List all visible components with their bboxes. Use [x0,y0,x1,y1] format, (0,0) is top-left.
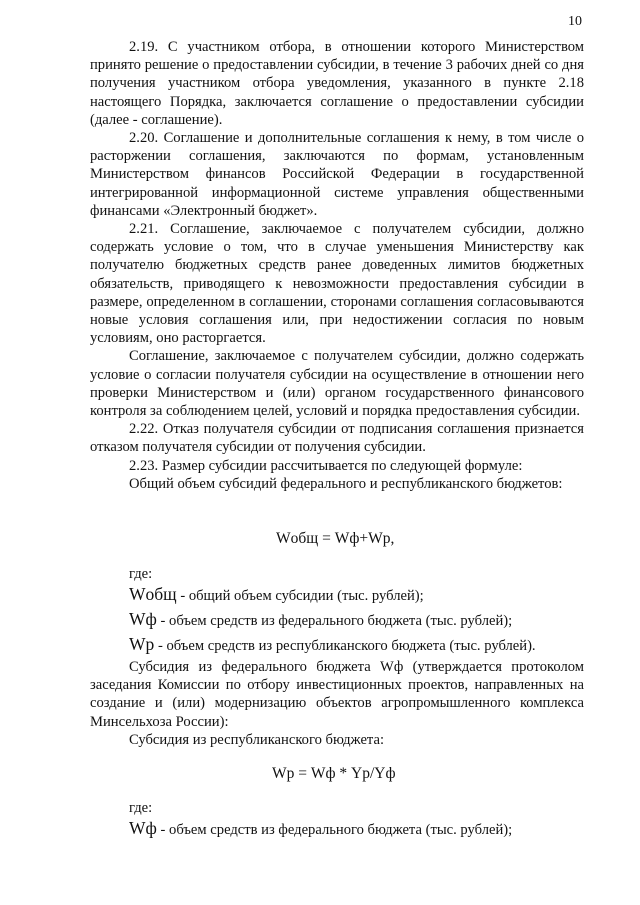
paragraph-2-20: 2.20. Соглашение и дополнительные соглашения к нему, в том числе о расторжении соглашения, заключаются по формам, установленным Министерством финансов Российской Федерации в государственной интегрированной информационной системе управления общественными финансами «Электронный бюджет». [90,130,584,219]
paragraph-2-22: 2.22. Отказ получателя субсидии от подписания соглашения признается отказом получателя субсидии от получения субсидии. [90,421,584,456]
formula-republic: Wр = Wф * Yр/Yф [272,765,396,782]
where-label-2: где: [129,800,153,816]
paragraph-republic-subsidy: Субсидия из республиканского бюджета: [129,731,385,748]
formula-total: Wобщ = Wф+Wр, [276,530,395,547]
paragraph-2-19: 2.19. С участником отбора, в отношении которого Министерством принято решение о предоставлении субсидии, в течение 3 рабочих дней со дня получения участником отбора уведомления, указанного в пункте 2.18 настоящего Порядка, заключается соглашение о предоставлении субсидии (далее - соглашение). [90,39,584,128]
paragraph-2-21: 2.21. Соглашение, заключаемое с получателем субсидии, должно содержать условие о том, что в случае уменьшения Министерству как получателю бюджетных средств ранее доведенных лимитов бюджетных обязательств, приводящего к невозможности предоставления субсидии в размере, определенном в соглашении, сторонами соглашения согласовываются новые условия соглашения или, при недостижении согласия по новым условиям, оно расторгается. [90,221,584,347]
definition-w-total: Wобщ - общий объем субсидии (тыс. рублей); [129,584,424,604]
definition-w-republic: Wр - объем средств из республиканского бюджета (тыс. рублей). [129,634,536,654]
definition-w-federal: Wф - объем средств из федерального бюджета (тыс. рублей); [129,609,513,629]
paragraph-2-23: 2.23. Размер субсидии рассчитывается по следующей формуле: [129,457,523,474]
page-number: 10 [568,14,582,29]
paragraph-federal-subsidy: Субсидия из федерального бюджета Wф (утверждается протоколом заседания Комиссии по отбору инвестиционных проектов, направленных на создание и (или) модернизацию объектов агропромышленного комплекса Минсельхоза России): [90,659,584,730]
definition-text: объем средств из федерального бюджета (тыс. рублей); [169,822,513,838]
definition-text: общий объем субсидии (тыс. рублей); [188,588,424,604]
paragraph-2-21-consent: Соглашение, заключаемое с получателем субсидии, должно содержать условие о согласии получателя субсидии на осуществление в отношении него проверки Министерством и (или) органом государственного финансового контроля за соблюдением целей, условий и порядка предоставления субсидии. [90,348,584,420]
symbol-w-total: Wобщ [129,584,177,604]
symbol-w-republic: Wр [129,634,155,654]
symbol-w-federal: Wф [129,609,157,629]
symbol-w-federal-2: Wф [129,818,157,838]
paragraph-total-volume: Общий объем субсидий федерального и республиканского бюджетов: [129,475,563,492]
definition-text: объем средств из федерального бюджета (тыс. рублей); [169,613,513,629]
definition-text: объем средств из республиканского бюджета (тыс. рублей). [166,638,536,654]
where-label: где: [129,566,153,582]
definition-w-federal-2: Wф - объем средств из федерального бюджета (тыс. рублей); [129,818,513,838]
body-text-middle [90,658,584,749]
body-text-top [90,38,584,493]
